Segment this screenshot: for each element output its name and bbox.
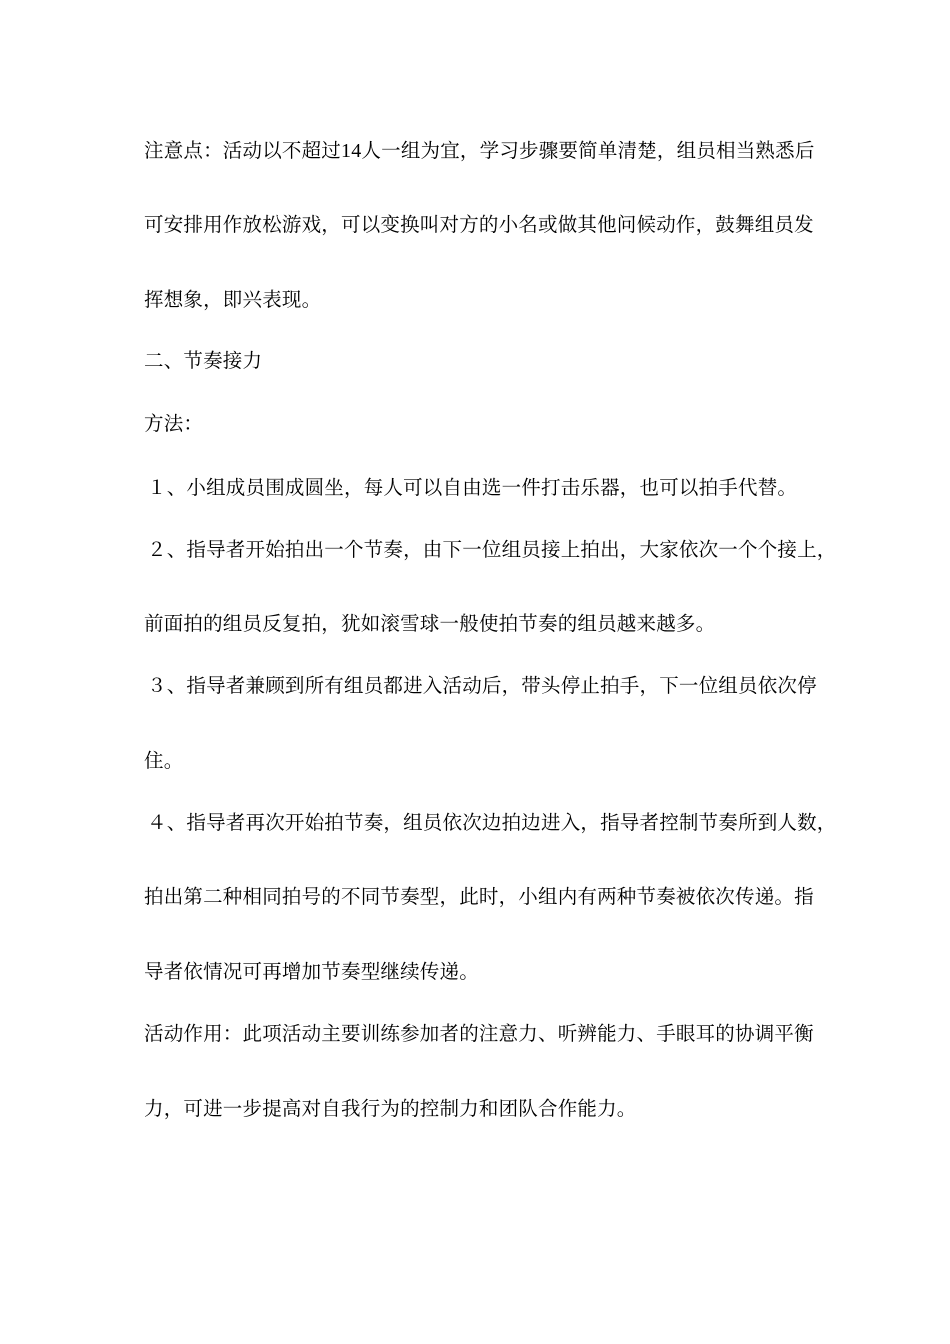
note-paragraph-line-1 <box>144 138 814 164</box>
effect-paragraph-line-1: 活动作用：此项活动主要训练参加者的注意力、听辨能力、手眼耳的协调平衡 <box>144 1022 814 1045</box>
effect-paragraph-line-2: 力，可进一步提高对自我行为的控制力和团队合作能力。 <box>144 1097 637 1120</box>
step-3-line-2: 住。 <box>144 749 184 772</box>
group-size-number: 14 <box>341 140 362 162</box>
section-heading: 二、节奏接力 <box>144 349 263 372</box>
note-paragraph-line-3: 挥想象，即兴表现。 <box>144 288 322 311</box>
step-1: １、小组成员围成圆坐，每人可以自由选一件打击乐器，也可以拍手代替。 <box>147 476 798 499</box>
step-4-line-1: ４、指导者再次开始拍节奏，组员依次边拍边进入，指导者控制节奏所到人数， <box>147 811 837 834</box>
note-paragraph-line-2: 可安排用作放松游戏，可以变换叫对方的小名或做其他问候动作，鼓舞组员发 <box>144 213 814 236</box>
step-3-line-1: ３、指导者兼顾到所有组员都进入活动后，带头停止拍手，下一位组员依次停 <box>147 674 817 697</box>
step-4-line-3: 导者依情况可再增加节奏型继续传递。 <box>144 960 479 983</box>
step-4-line-2: 拍出第二种相同拍号的不同节奏型，此时，小组内有两种节奏被依次传递。指 <box>144 885 814 908</box>
step-2-line-2: 前面拍的组员反复拍，犹如滚雪球一般使拍节奏的组员越来越多。 <box>144 612 716 635</box>
note-text-end: 人一组为宜，学习步骤要简单清楚，组员相当熟悉后 <box>361 139 815 162</box>
method-label: 方法： <box>144 412 204 435</box>
note-text-start: 注意点：活动以不超过 <box>144 139 342 162</box>
step-2-line-1: ２、指导者开始拍出一个节奏，由下一位组员接上拍出，大家依次一个个接上， <box>147 538 837 561</box>
